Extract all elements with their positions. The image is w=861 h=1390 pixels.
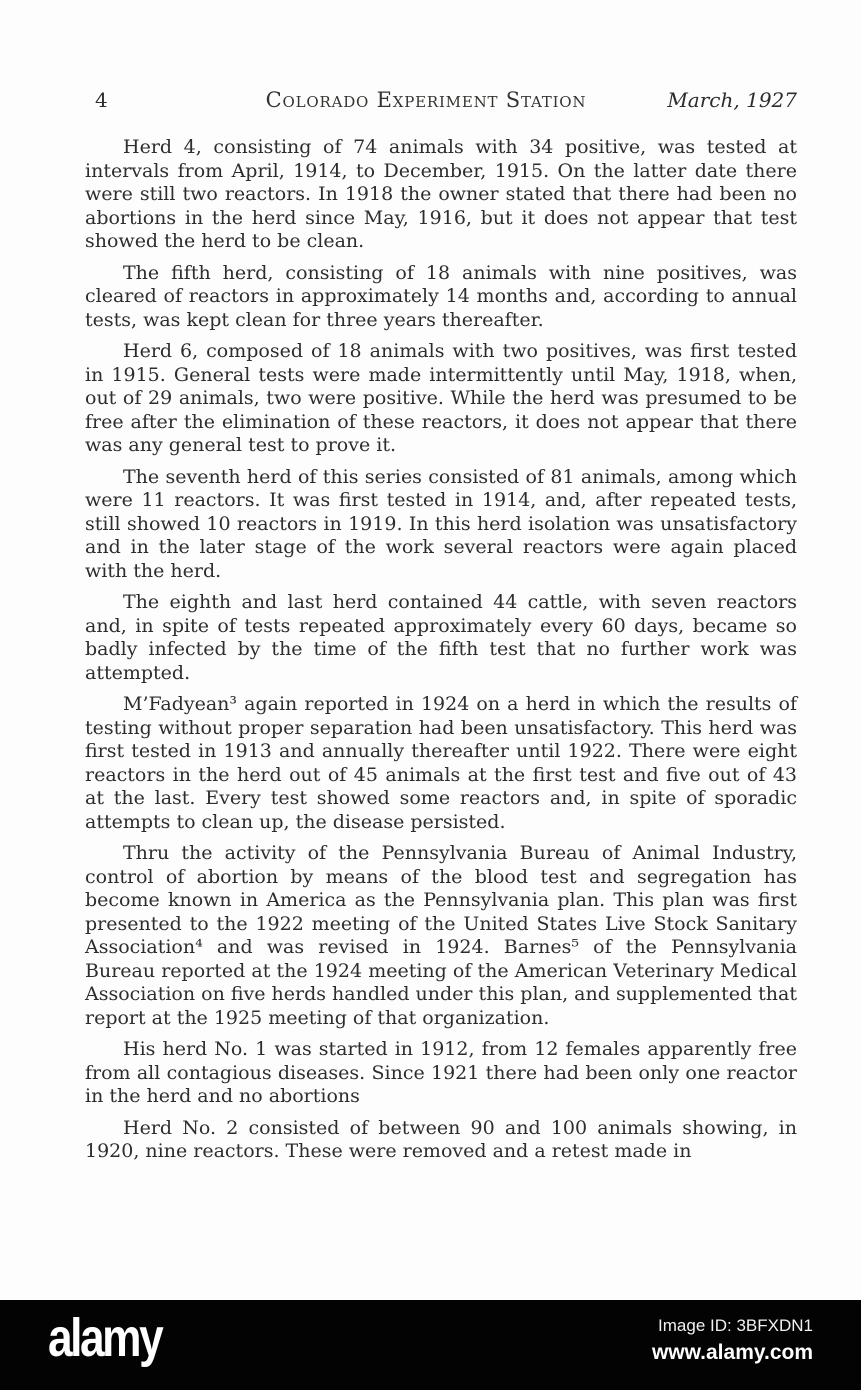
paragraph-herd-no-1: His herd No. 1 was started in 1912, from 12 females apparently free from all contagious diseases. Since 1921 there had been only one reactor in the herd and no abortions [85, 1038, 797, 1107]
alamy-logo: alamy [48, 1308, 162, 1368]
paragraph-herd-4: Herd 4, consisting of 74 animals with 34 positive, was tested at intervals from April, 1914, to December, 1915. On the latter date there were still two reactors. In 1918 the owner stated that there had been no abortions in the herd since May, 1916, but it does not appear that test showed the herd to be clean. [85, 136, 797, 252]
paragraph-herd-no-2: Herd No. 2 consisted of between 90 and 100 animals showing, in 1920, nine reactors. These were removed and a retest made in [85, 1116, 797, 1162]
paragraph-seventh-herd: The seventh herd of this series consisted of 81 animals, among which were 11 reactors. It was first tested in 1914, and, after repeated tests, still showed 10 reactors in 1919. In this herd isolation was unsatisfactory and in the later stage of the work several reactors were again placed with the herd. [85, 465, 797, 582]
paragraph-pennsylvania-plan: Thru the activity of the Pennsylvania Bureau of Animal Industry, control of abortion by means of the blood test and segregation has become known in America as the Pennsylvania plan. This plan was first presented to the 1922 meeting of the United States Live Stock Sanitary Association⁴ and was revised in 1924. Barnes⁵ of the Pennsylvania Bureau reported at the 1924 meeting of the American Veterinary Medical Association on five herds handled under this plan, and supplemented that report at the 1925 meeting of that organization. [85, 842, 797, 1029]
paragraph-fifth-herd: The fifth herd, consisting of 18 animals with nine positives, was cleared of reactors in approximately 14 months and, according to annual tests, was kept clean for three years thereafter. [85, 261, 797, 331]
alamy-url: www.alamy.com [651, 1341, 813, 1364]
image-id-label: Image ID: 3BFXDN1 [658, 1316, 813, 1335]
paragraph-herd-6: Herd 6, composed of 18 animals with two positives, was first tested in 1915. General tests were made intermittently until May, 1918, when, out of 29 animals, two were positive. While the herd was presumed to be free after the elimination of these reactors, it does not appear that there was any general test to prove it. [85, 340, 797, 456]
running-title: Colorado Experiment Station [265, 88, 587, 112]
page-number: 4 [95, 88, 108, 112]
watermark-bar [0, 1300, 861, 1390]
document-body [85, 136, 797, 1164]
paragraph-eighth-herd: The eighth and last herd contained 44 cattle, with seven reactors and, in spite of tests repeated approximately every 60 days, became so badly infected by the time of the fifth test that no further work was attempted. [85, 591, 797, 684]
paragraph-mfadyean: M’Fadyean³ again reported in 1924 on a herd in which the results of testing without proper separation had been unsatisfactory. This herd was first tested in 1913 and annually thereafter until 1922. There were eight reactors in the herd out of 45 animals at the first test and five out of 43 at the last. Every test showed some reactors and, in spite of sporadic attempts to clean up, the disease persisted. [85, 693, 797, 833]
page-header [85, 86, 797, 118]
issue-date: March, 1927 [667, 88, 797, 112]
watermark-meta [652, 1316, 813, 1365]
